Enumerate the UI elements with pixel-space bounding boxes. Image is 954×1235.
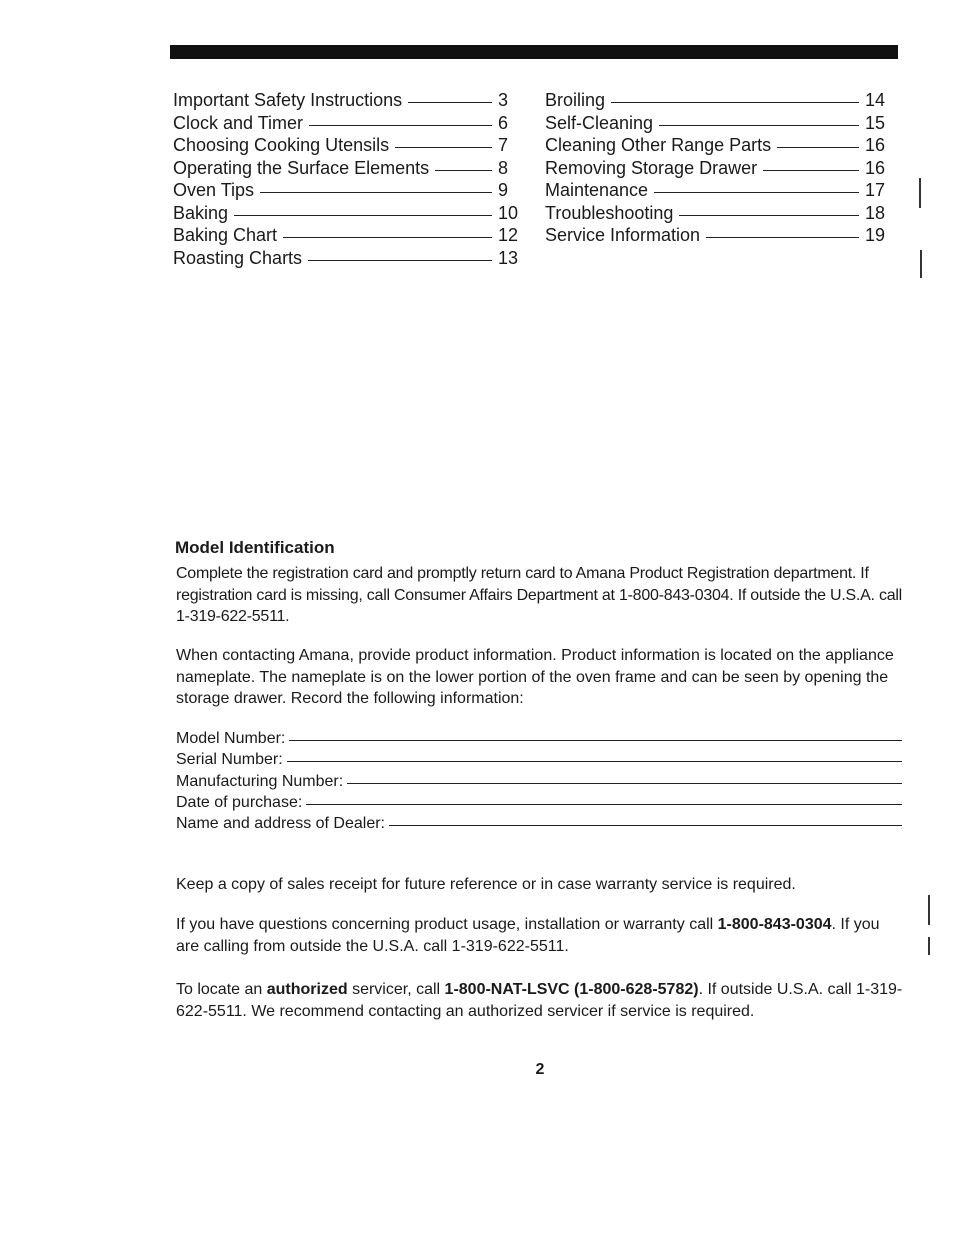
toc-leader-line — [308, 260, 492, 261]
toc-leader-line — [763, 170, 859, 171]
record-fields — [176, 730, 902, 836]
record-field-label: Manufacturing Number: — [176, 772, 344, 790]
toc-entry-title: Roasting Charts — [173, 247, 303, 268]
toc-leader-line — [654, 192, 859, 193]
toc-leader-line — [309, 125, 492, 126]
toc-leader-line — [706, 237, 859, 238]
toc-entry-page: 16 — [865, 135, 886, 155]
toc-entry-title: Removing Storage Drawer — [545, 157, 758, 178]
toc-entry-page: 8 — [498, 157, 509, 178]
servicer-text-end: . If outside U.S.A. call 1-319-622-5511. We recommend contacting an authorized servicer if service is required. — [176, 981, 903, 1020]
toc-entry-page: 19 — [865, 225, 886, 245]
page-number: 2 — [535, 1061, 545, 1078]
registration-paragraph: Complete the registration card and promptly return card to Amana Product Registration department. If registration card is missing, call Consumer Affairs Department at 1-800-843-0304. If outside the U.S.A. call 1-319-622-5511. — [176, 565, 902, 625]
toc-leader-line — [283, 237, 492, 238]
servicer-authorized: authorized — [266, 981, 348, 998]
toc-entry-title: Important Safety Instructions — [173, 90, 403, 110]
header-rule — [170, 45, 898, 59]
toc-entry — [173, 179, 520, 202]
toc-entry — [545, 89, 893, 112]
toc-entry-page: 3 — [498, 90, 509, 110]
toc-leader-line — [679, 215, 859, 216]
toc-entry-page: 17 — [865, 180, 886, 200]
toc-entry-page: 10 — [498, 202, 519, 223]
record-field — [176, 794, 902, 815]
toc-entry — [173, 202, 520, 225]
toc-entry-page: 12 — [498, 225, 519, 245]
toc-entry-page: 18 — [865, 202, 886, 223]
toc-leader-line — [777, 147, 859, 148]
toc-entry-title: Clock and Timer — [173, 112, 304, 133]
toc-entry — [173, 247, 520, 270]
record-field — [176, 751, 902, 772]
toc-leader-line — [408, 102, 492, 103]
toc-leader-line — [234, 215, 492, 216]
toc-entry-page: 16 — [865, 157, 886, 178]
toc-entry-title: Maintenance — [545, 180, 649, 200]
servicer-phone: 1-800-NAT-LSVC (1-800-628-5782) — [444, 981, 699, 998]
toc-entry — [173, 157, 520, 180]
receipt-note: Keep a copy of sales receipt for future reference or in case warranty service is required. — [176, 876, 796, 893]
record-field — [176, 773, 902, 794]
toc-entry-title: Baking — [173, 202, 229, 223]
record-field-label: Date of purchase: — [176, 793, 303, 811]
section-heading: Model Identification — [175, 538, 335, 557]
toc-entry-page: 6 — [498, 112, 509, 133]
record-field-blank — [289, 740, 902, 741]
toc-entry-title: Broiling — [545, 90, 606, 110]
servicer-text: To locate an — [176, 981, 267, 998]
record-field — [176, 730, 902, 751]
toc-entry — [545, 224, 893, 247]
toc-entry-title: Troubleshooting — [545, 202, 674, 223]
toc-entry-page: 7 — [498, 135, 509, 155]
questions-text-end: . If you are calling from outside the U.S.A. call 1-319-622-5511. — [176, 916, 880, 955]
toc-entry — [173, 89, 520, 112]
toc-entry-title: Choosing Cooking Utensils — [173, 135, 390, 155]
toc-entry — [173, 224, 520, 247]
record-field-blank — [347, 783, 902, 784]
toc-entry-page: 9 — [498, 180, 509, 200]
record-field-label: Name and address of Dealer: — [176, 815, 385, 833]
servicer-paragraph — [176, 979, 904, 1022]
toc-entry-title: Service Information — [545, 225, 701, 245]
servicer-text-mid: servicer, call — [347, 981, 445, 998]
scan-artifact-mark — [928, 895, 930, 925]
questions-text: If you have questions concerning product usage, installation or warranty call — [176, 916, 718, 933]
toc-leader-line — [260, 192, 492, 193]
toc-entry — [545, 157, 893, 180]
toc-leader-line — [659, 125, 859, 126]
toc-entry — [545, 134, 893, 157]
toc-entry — [545, 179, 893, 202]
scan-artifact-mark — [928, 937, 930, 955]
toc-entry-title: Operating the Surface Elements — [173, 157, 430, 178]
record-field-label: Model Number: — [176, 730, 286, 747]
record-field — [176, 815, 902, 836]
toc-right-column — [545, 89, 893, 247]
record-field-blank — [287, 761, 902, 762]
toc-leader-line — [395, 147, 492, 148]
toc-entry — [173, 112, 520, 135]
toc-entry-title: Oven Tips — [173, 180, 255, 200]
toc-leader-line — [611, 102, 859, 103]
toc-entry-page: 14 — [865, 90, 886, 110]
scan-artifact-mark — [920, 250, 922, 278]
toc-left-column — [173, 89, 520, 269]
toc-entry-page: 13 — [498, 247, 519, 268]
toc-entry — [173, 134, 520, 157]
nameplate-paragraph: When contacting Amana, provide product information. Product information is located on the appliance nameplate. The nameplate is on the lower portion of the oven frame and can be seen by opening the storage drawer. Record the following information: — [176, 647, 894, 707]
toc-entry-page: 15 — [865, 112, 886, 133]
toc-entry — [545, 112, 893, 135]
record-field-label: Serial Number: — [176, 751, 283, 769]
record-field-blank — [389, 825, 902, 826]
toc-entry-title: Self-Cleaning — [545, 112, 654, 133]
scan-artifact-mark — [919, 178, 921, 208]
questions-phone: 1-800-843-0304 — [717, 916, 832, 933]
toc-entry — [545, 202, 893, 225]
toc-entry-title: Baking Chart — [173, 225, 278, 245]
questions-paragraph — [176, 914, 904, 957]
toc-entry-title: Cleaning Other Range Parts — [545, 135, 772, 155]
record-field-blank — [306, 804, 902, 805]
toc-leader-line — [435, 170, 492, 171]
